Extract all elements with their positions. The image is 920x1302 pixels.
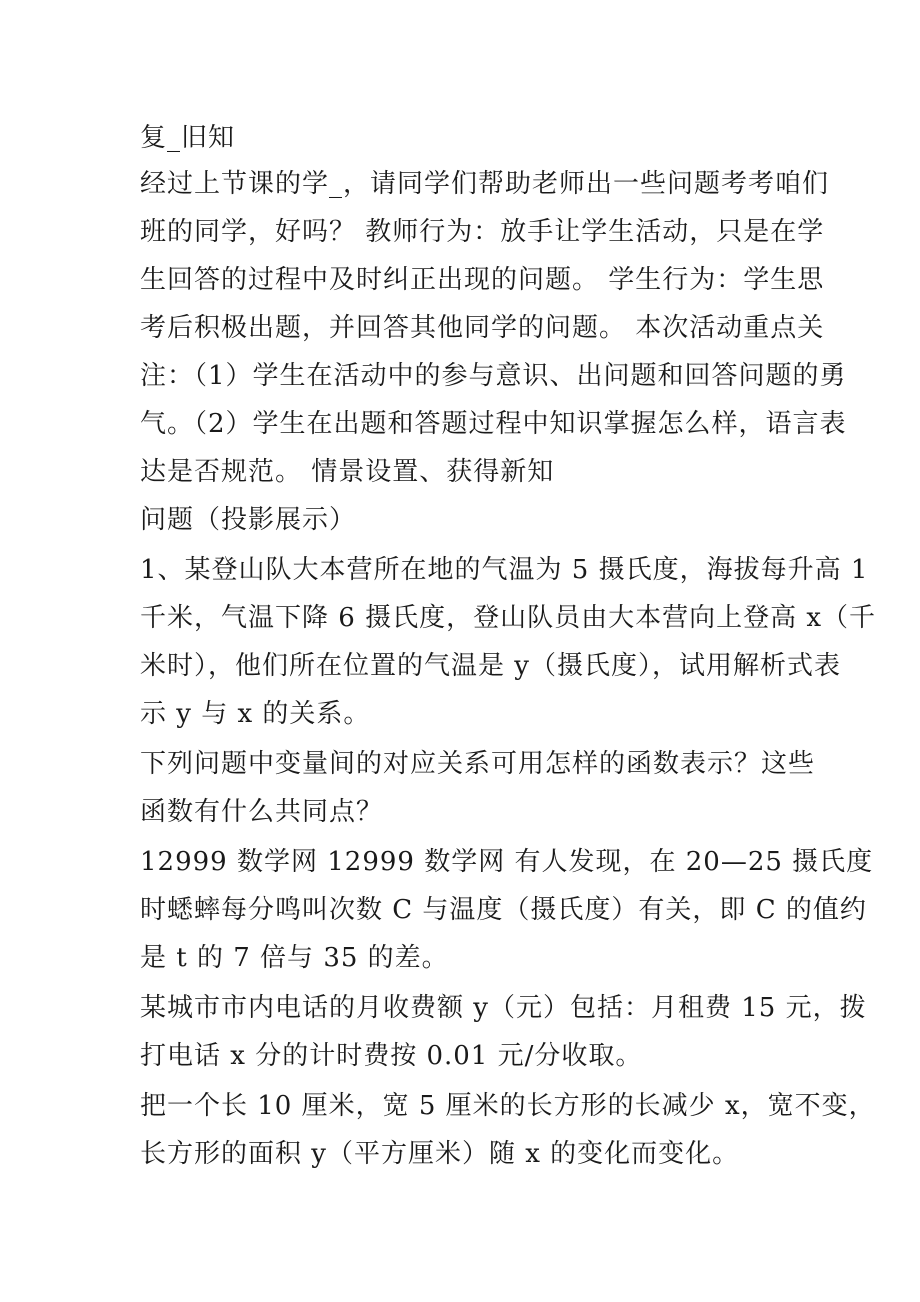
text-line-18: 是 t 的 7 倍与 35 的差。 <box>140 943 449 973</box>
text-line-21: 把一个长 10 厘米，宽 5 厘米的长方形的长减少 x，宽不变， <box>140 1091 876 1121</box>
text-line-4: 生回答的过程中及时纠正出现的问题。 学生行为：学生思 <box>140 265 825 295</box>
text-line-15: 函数有什么共同点？ <box>140 797 384 827</box>
text-line-6: 注：（1）学生在活动中的参与意识、出问题和回答问题的勇 <box>140 361 847 391</box>
text-line-1: 复_旧知 <box>140 123 236 153</box>
text-line-2: 经过上节课的学_，请同学们帮助老师出一些问题考考咱们 <box>140 169 830 199</box>
text-line-9: 问题（投影展示） <box>140 505 357 535</box>
text-line-19: 某城市市内电话的月收费额 y（元）包括：月租费 15 元，拨 <box>140 993 867 1023</box>
text-line-12: 米时），他们所在位置的气温是 y（摄氏度），试用解析式表 <box>140 651 841 681</box>
text-line-11: 千米，气温下降 6 摄氏度，登山队员由大本营向上登高 x（千 <box>140 603 876 633</box>
text-line-7: 气。（2）学生在出题和答题过程中知识掌握怎么样，语言表 <box>140 409 847 439</box>
text-line-17: 时蟋蟀每分鸣叫次数 C 与温度（摄氏度）有关，即 C 的值约 <box>140 895 867 925</box>
text-line-16: 12999 数学网 12999 数学网 有人发现，在 20—25 摄氏度 <box>140 847 874 877</box>
text-line-22: 长方形的面积 y（平方厘米）随 x 的变化而变化。 <box>140 1139 740 1169</box>
text-line-13: 示 y 与 x 的关系。 <box>140 699 371 729</box>
text-line-8: 达是否规范。 情景设置、获得新知 <box>140 457 555 487</box>
text-line-20: 打电话 x 分的计时费按 0.01 元/分收取。 <box>140 1041 643 1071</box>
text-line-10: 1、某登山队大本营所在地的气温为 5 摄氏度，海拔每升高 1 <box>140 555 869 585</box>
text-line-3: 班的同学，好吗？ 教师行为：放手让学生活动，只是在学 <box>140 217 825 247</box>
text-line-5: 考后积极出题，并回答其他同学的问题。 本次活动重点关 <box>140 313 825 343</box>
text-line-14: 下列问题中变量间的对应关系可用怎样的函数表示？这些 <box>140 749 816 779</box>
